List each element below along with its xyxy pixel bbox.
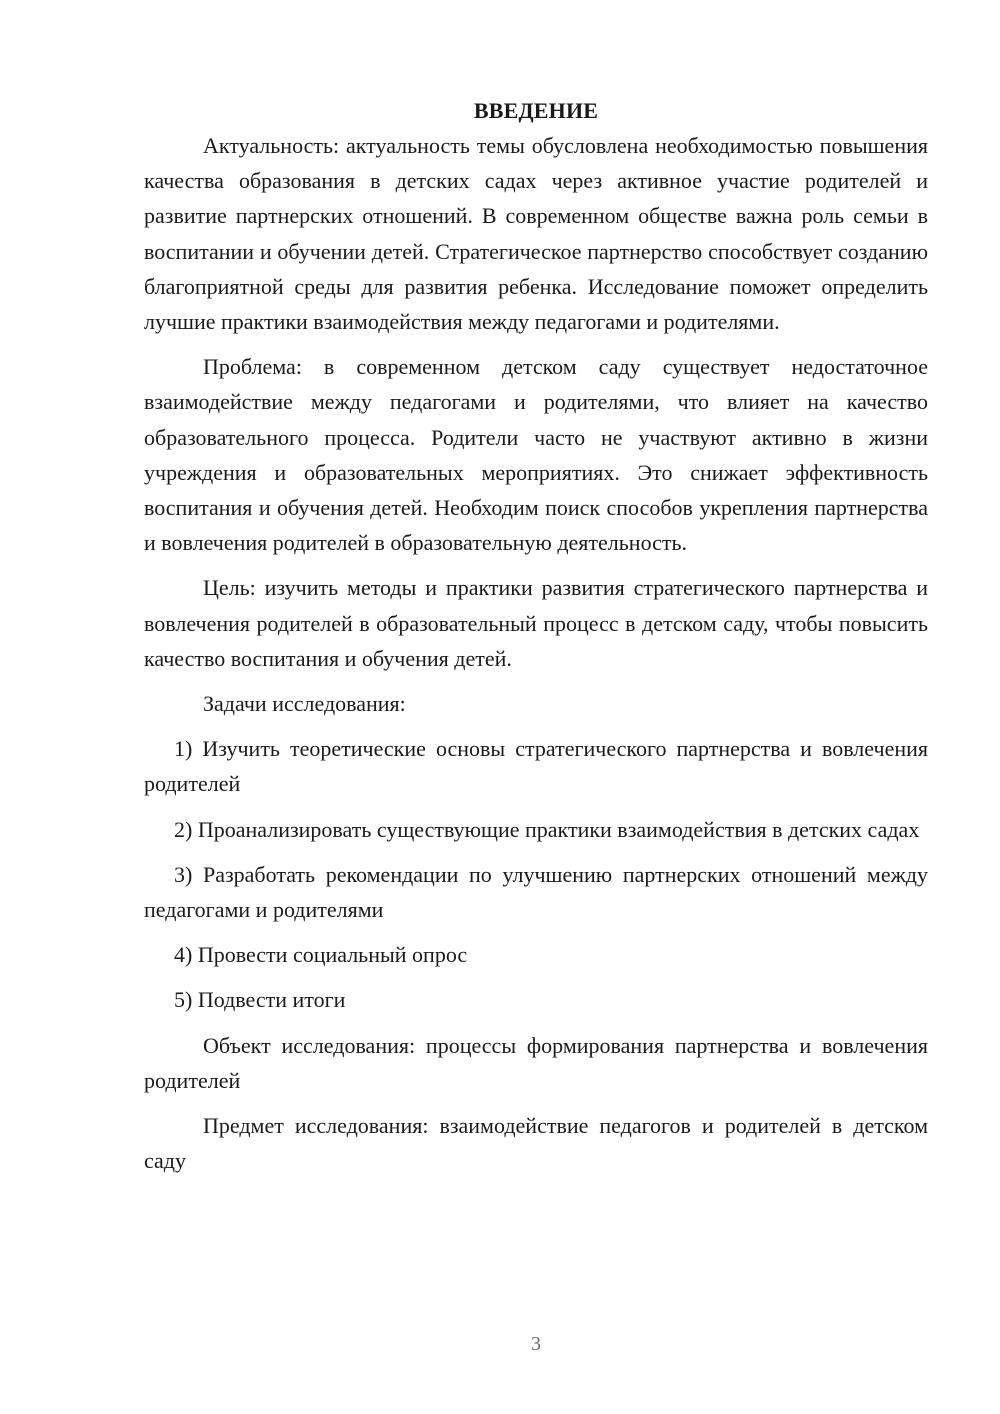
task-item-4: 4) Провести социальный опрос [174, 942, 468, 968]
paragraph-goal: Цель: изучить методы и практики развития стратегического партнерства и вовлечения родителей в образовательный процесс в детском саду, чтобы повысить качество воспитания и обучения детей. [144, 575, 928, 671]
paragraph-problem: Проблема: в современном детском саду существует недостаточное взаимодействие между педагогами и родителями, что влияет на качество образовательного процесса. Родители часто не участвуют активно в жизни учреждения и образовательных мероприятиях. Это снижает эффективность воспитания и обучения детей. Необходим поиск способов укрепления партнерства и вовлечения родителей в образовательную деятельность. [144, 354, 928, 556]
paragraph-relevance: Актуальность: актуальность темы обусловлена необходимостью повышения качества образования в детских садах через активное участие родителей и развитие партнерских отношений. В современном обществе важна роль семьи в воспитании и обучении детей. Стратегическое партнерство способствует созданию благоприятной среды для развития ребенка. Исследование поможет определить лучшие практики взаимодействия между педагогами и родителями. [144, 133, 928, 335]
paragraph-subject: Предмет исследования: взаимодействие педагогов и родителей в детском саду [144, 1113, 928, 1174]
task-item-3: 3) Разработать рекомендации по улучшению партнерских отношений между педагогами и родителями [144, 861, 928, 923]
document-page [144, 93, 928, 1188]
task-item-2: 2) Проанализировать существующие практики взаимодействия в детских садах [174, 816, 920, 842]
section-heading: ВВЕДЕНИЕ [473, 98, 599, 123]
task-item-1: 1) Изучить теоретические основы стратегического партнерства и вовлечения родителей [144, 736, 928, 797]
task-item-5: 5) Подвести итоги [174, 987, 346, 1013]
page-number: 3 [531, 1333, 541, 1355]
paragraph-object: Объект исследования: процессы формирования партнерства и вовлечения родителей [144, 1032, 928, 1093]
paragraph-tasks-intro: Задачи исследования: [203, 691, 406, 717]
